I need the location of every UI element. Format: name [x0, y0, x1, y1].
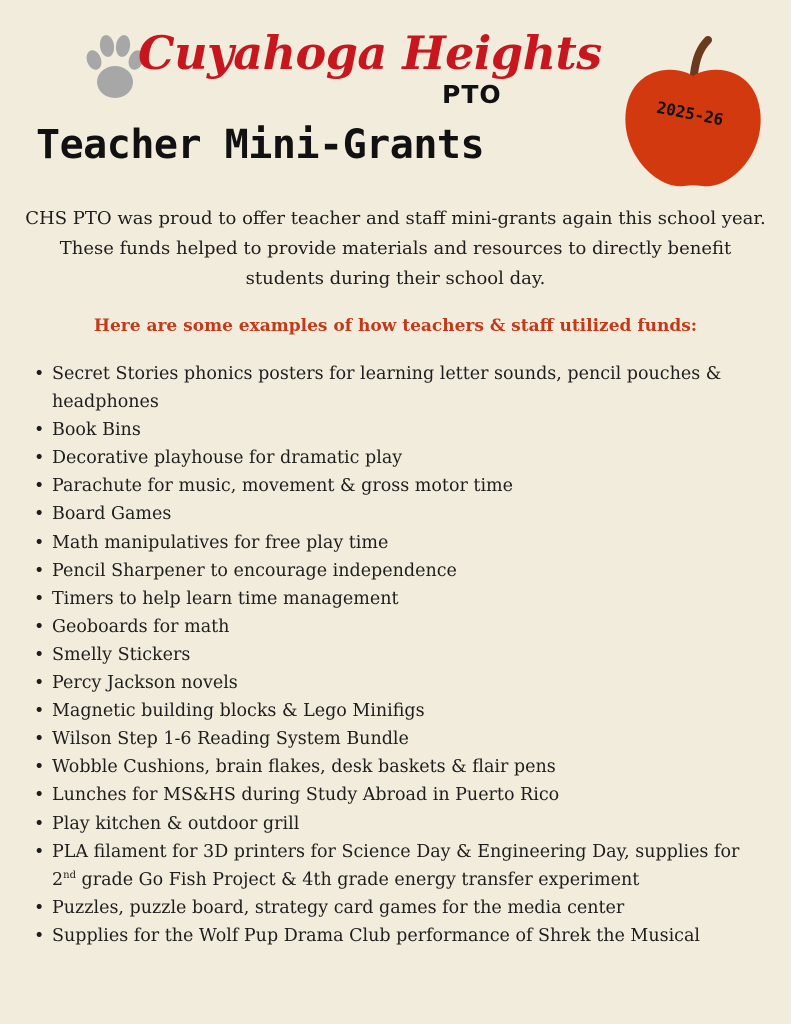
brand-pto: PTO: [442, 80, 502, 109]
list-item-text-after: grade Go Fish Project & 4th grade energy transfer experiment: [75, 869, 640, 890]
list-item: • Magnetic building blocks & Lego Minifigs: [30, 697, 766, 725]
list-item: • Play kitchen & outdoor grill: [30, 810, 766, 838]
examples-heading: Here are some examples of how teachers & staff utilized funds:: [93, 316, 698, 336]
list-item: • Math manipulatives for free play time: [30, 529, 766, 557]
list-item: • Smelly Stickers: [30, 641, 766, 669]
page-title: Teacher Mini-Grants: [36, 122, 485, 168]
list-item-pla-filament: [30, 838, 766, 894]
examples-list: [30, 360, 766, 950]
list-item: • Puzzles, puzzle board, strategy card games for the media center: [30, 894, 766, 922]
list-item-text-before: PLA filament for 3D printers for Science Day & Engineering Day, supplies for 2: [52, 841, 740, 890]
ordinal-suffix: nd: [63, 869, 76, 881]
list-item: • Book Bins: [30, 416, 766, 444]
list-item: • Lunches for MS&HS during Study Abroad in Puerto Rico: [30, 781, 766, 809]
list-item: • Wilson Step 1-6 Reading System Bundle: [30, 725, 766, 753]
year-badge: 2025-26: [655, 97, 725, 130]
list-item: • Percy Jackson novels: [30, 669, 766, 697]
list-item: • Secret Stories phonics posters for learning letter sounds, pencil pouches & headphones: [30, 360, 766, 416]
paw-print-icon: [86, 30, 144, 102]
list-item: • Pencil Sharpener to encourage independence: [30, 557, 766, 585]
intro-paragraph: CHS PTO was proud to offer teacher and staff mini-grants again this school year. These funds helped to provide materials and resources to directly benefit students during their school day.: [25, 208, 766, 289]
list-item: • Parachute for music, movement & gross motor time: [30, 472, 766, 500]
list-item: • Board Games: [30, 500, 766, 528]
list-item: • Timers to help learn time management: [30, 585, 766, 613]
list-item: • Decorative playhouse for dramatic play: [30, 444, 766, 472]
list-item: • Geoboards for math: [30, 613, 766, 641]
list-item: • Wobble Cushions, brain flakes, desk baskets & flair pens: [30, 753, 766, 781]
brand-name: Cuyahoga Heights: [138, 26, 602, 80]
list-item: • Supplies for the Wolf Pup Drama Club performance of Shrek the Musical: [30, 922, 766, 950]
header: [0, 0, 791, 200]
